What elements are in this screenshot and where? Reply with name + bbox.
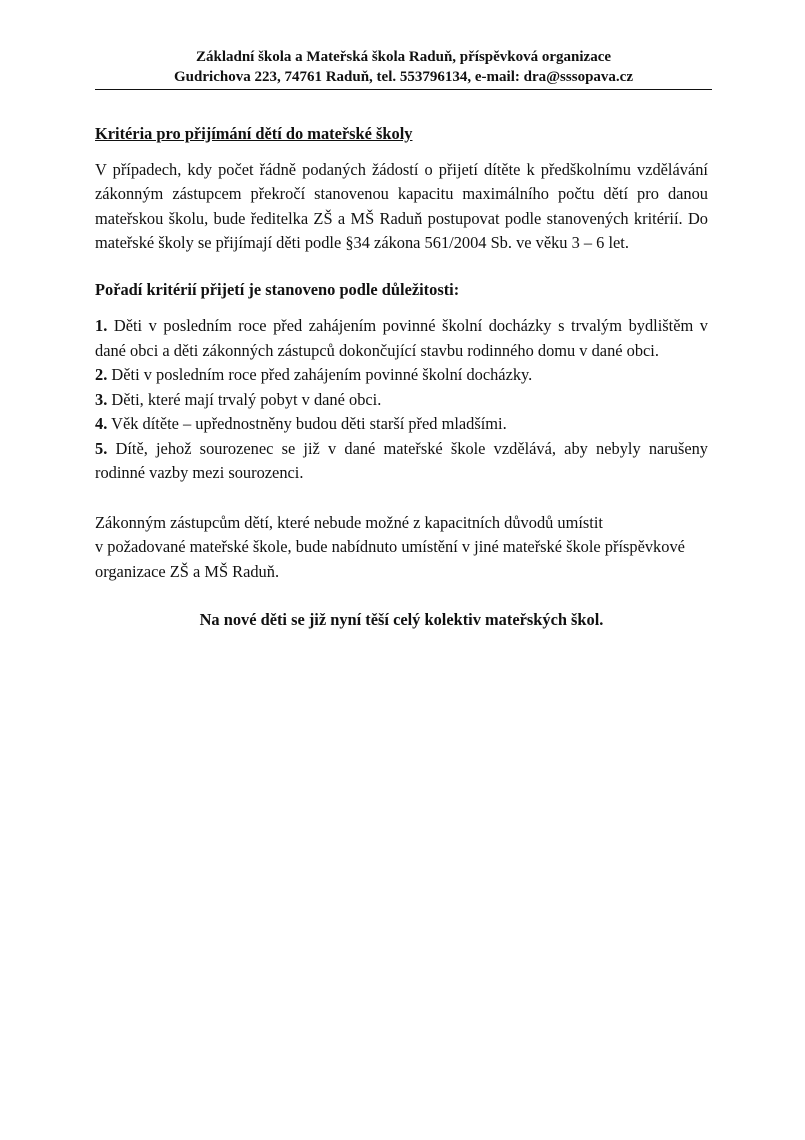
criteria-text: Děti v posledním roce před zahájením povinné školní docházky. xyxy=(111,365,533,384)
criteria-text: Děti, které mají trvalý pobyt v dané obci. xyxy=(111,389,382,409)
placement-note xyxy=(95,511,708,585)
criteria-text: Dítě, jehož sourozenec se již v dané mateřské škole vzdělává, aby nebyly narušeny rodinné vazby mezi sourozenci. xyxy=(95,438,708,482)
document-body xyxy=(95,122,708,633)
criteria-text: Věk dítěte – upřednostněny budou děti starší před mladšími. xyxy=(111,414,507,433)
placement-note-line1: Zákonným zástupcům dětí, které nebude možné z kapacitních důvodů umístit xyxy=(95,512,603,532)
criteria-item xyxy=(95,314,708,363)
criteria-item xyxy=(95,388,708,413)
school-contact: Gudrichova 223, 74761 Raduň, tel. 553796134, e-mail: dra@sssopava.cz xyxy=(174,69,633,85)
closing-statement: Na nové děti se již nyní těší celý kolektiv mateřských škol. xyxy=(199,610,604,629)
placement-note-line2: v požadované mateřské škole, bude nabídnuto umístění v jiné mateřské škole příspěvkové organizace ZŠ a MŠ Raduň. xyxy=(95,537,685,581)
criteria-number: 3. xyxy=(95,389,108,409)
criteria-number: 4. xyxy=(95,414,108,433)
criteria-number: 1. xyxy=(95,316,108,335)
document-title: Kritéria pro přijímání dětí do mateřské školy xyxy=(95,124,413,143)
criteria-number: 2. xyxy=(95,365,108,384)
criteria-item xyxy=(95,437,708,486)
letterhead-divider xyxy=(95,89,712,90)
criteria-heading: Pořadí kritérií přijetí je stanoveno podle důležitosti: xyxy=(95,279,460,299)
criteria-item xyxy=(95,412,708,437)
letterhead xyxy=(95,47,712,87)
criteria-item xyxy=(95,363,708,388)
criteria-list xyxy=(95,314,708,486)
intro-paragraph: V případech, kdy počet řádně podaných žádostí o přijetí dítěte k předškolnímu vzdělávání zákonným zástupcem překročí stanovenou kapacitu maximálního počtu dětí pro danou mateřskou školu, bude ředitelka ZŠ a MŠ Raduň postupovat podle stanovených kritérií. Do mateřské školy se přijímají děti podle §34 zákona 561/2004 Sb. ve věku 3 – 6 let. xyxy=(95,159,708,252)
school-name: Základní škola a Mateřská škola Raduň, příspěvková organizace xyxy=(195,49,612,65)
criteria-number: 5. xyxy=(95,438,108,458)
criteria-text: Děti v posledním roce před zahájením povinné školní docházky s trvalým bydlištěm v dané obci a děti zákonných zástupců dokončující stavbu rodinného domu v dané obci. xyxy=(95,316,708,360)
